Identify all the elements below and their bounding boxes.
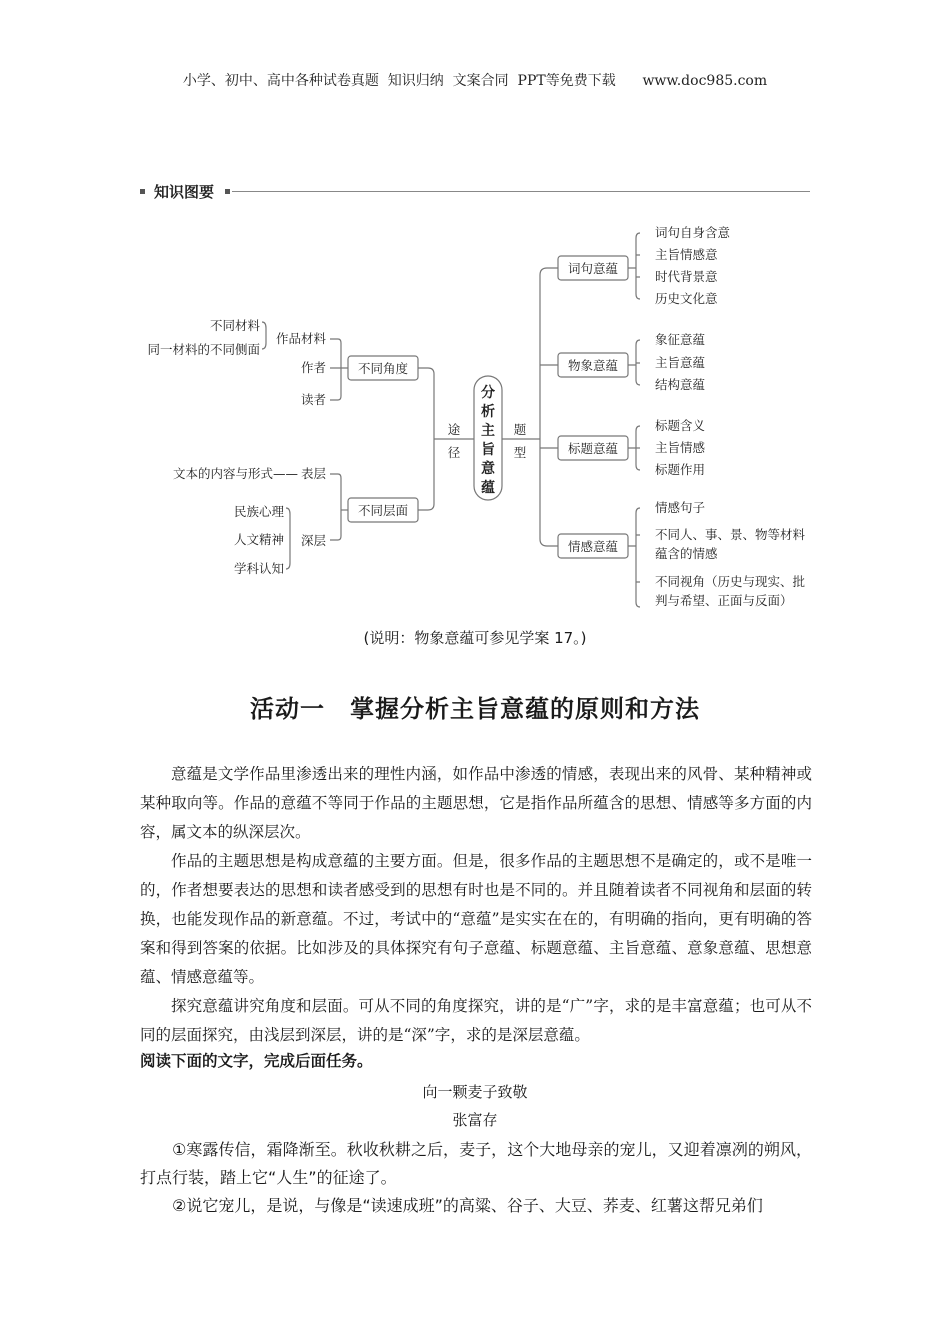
material-item: 不同材料 [209,318,260,333]
words-item: 历史文化意 [655,291,718,306]
page-header: 小学、初中、高中各种试卷真题 知识归纳 文案合同 PPT等免费下载 www.doc985.com [182,73,768,89]
object-item: 结构意蕴 [655,377,706,392]
right-connector-label: 型 [513,445,527,460]
center-node-char: 旨 [481,442,495,458]
right-connector-label: 题 [513,422,527,437]
reading-instruction: 阅读下面的文字，完成后面任务。 [140,1052,373,1070]
essay-title: 向一颗麦子致敬 [422,1083,528,1101]
emotion-item: 不同人、事、景、物等材料 [655,527,806,542]
words-item: 主旨情感意 [655,247,718,262]
paragraph: 探究意蕴讲究角度和层面。可从不同的角度探究，讲的是“广”字，求的是丰富意蕴；也可从不同的层面探究，由浅层到深层，讲的是“深”字，求的是深层意蕴。 [140,997,812,1044]
title-item: 主旨情感 [655,440,706,455]
section-title: 知识图要 [154,183,215,201]
center-node-char: 意 [481,461,495,477]
bullet-square-icon [140,189,145,194]
essay-body [140,1136,812,1220]
branch-label-object: 物象意蕴 [567,358,619,373]
center-node-char: 析 [481,404,495,420]
mind-map [0,210,950,620]
deep-item: 学科认知 [233,561,284,576]
angle-item: 读者 [300,392,326,407]
center-node-char: 分 [481,385,495,401]
map-note: (说明：物象意蕴可参见学案 17。) [363,629,587,647]
angle-item: 作品材料 [275,331,326,346]
emotion-item: 不同视角（历史与现实、批 [655,574,806,589]
title-item: 标题作用 [655,462,706,477]
material-item: 同一材料的不同侧面 [147,342,260,357]
words-item: 词句自身含意 [655,225,731,240]
branch-label-words: 词句意蕴 [567,261,619,276]
divider-line [232,191,810,192]
bullet-square-icon [225,189,230,194]
left-connector-label: 径 [447,445,461,460]
essay-author: 张富存 [452,1111,498,1129]
object-item: 主旨意蕴 [655,355,706,370]
center-node-char: 主 [481,423,495,439]
essay-paragraph: ②说它宠儿，是说，与像是“读速成班”的高粱、谷子、大豆、荞麦、红薯这帮兄弟们 [172,1196,763,1215]
angle-item: 作者 [300,360,326,375]
deep-item: 人文精神 [233,532,284,547]
title-item: 标题含义 [655,418,706,433]
level-item-deep: 深层 [300,533,326,548]
paragraph: 作品的主题思想是构成意蕴的主要方面。但是，很多作品的主题思想不是确定的，或不是唯一的，作者想要表达的思想和读者感受到的思想有时也是不同的。并且随着读者不同视角和层面的转换，也能发现作品的新意蕴。不过，考试中的“意蕴”是实实在在的，有明确的指向，更有明确的答案和得到答案的依据。比如涉及的具体探究有句子意蕴、标题意蕴、主旨意蕴、意象意蕴、思想意蕴、情感意蕴等。 [140,852,812,986]
intro-paragraphs [140,760,812,1050]
deep-item: 民族心理 [233,504,284,519]
paragraph: 意蕴是文学作品里渗透出来的理性内涵，如作品中渗透的情感，表现出来的风骨、某种精神或某种取向等。作品的意蕴不等同于作品的主题思想，它是指作品所蕴含的思想、情感等多方面的内容，属文本的纵深层次。 [140,765,812,841]
emotion-item: 蕴含的情感 [655,546,718,561]
emotion-item: 情感句子 [655,500,706,515]
branch-label-title: 标题意蕴 [567,441,619,456]
emotion-item: 判与希望、正面与反面） [655,593,793,608]
section-title-bar [140,181,810,201]
level-item-surface: 表层 [300,466,326,481]
surface-note: 文本的内容与形式—— [172,466,298,481]
words-item: 时代背景意 [655,269,718,284]
activity-title: 活动一 掌握分析主旨意蕴的原则和方法 [250,695,700,723]
branch-label-angle: 不同角度 [357,361,409,376]
branch-label-level: 不同层面 [357,503,409,518]
object-item: 象征意蕴 [655,332,706,347]
left-connector-label: 途 [447,422,461,437]
essay-paragraph: ①寒露传信，霜降渐至。秋收秋耕之后，麦子，这个大地母亲的宠儿，又迎着凛冽的朔风，打点行装，踏上它“人生”的征途了。 [140,1140,812,1187]
branch-label-emotion: 情感意蕴 [567,539,619,554]
center-node-char: 蕴 [481,480,495,496]
